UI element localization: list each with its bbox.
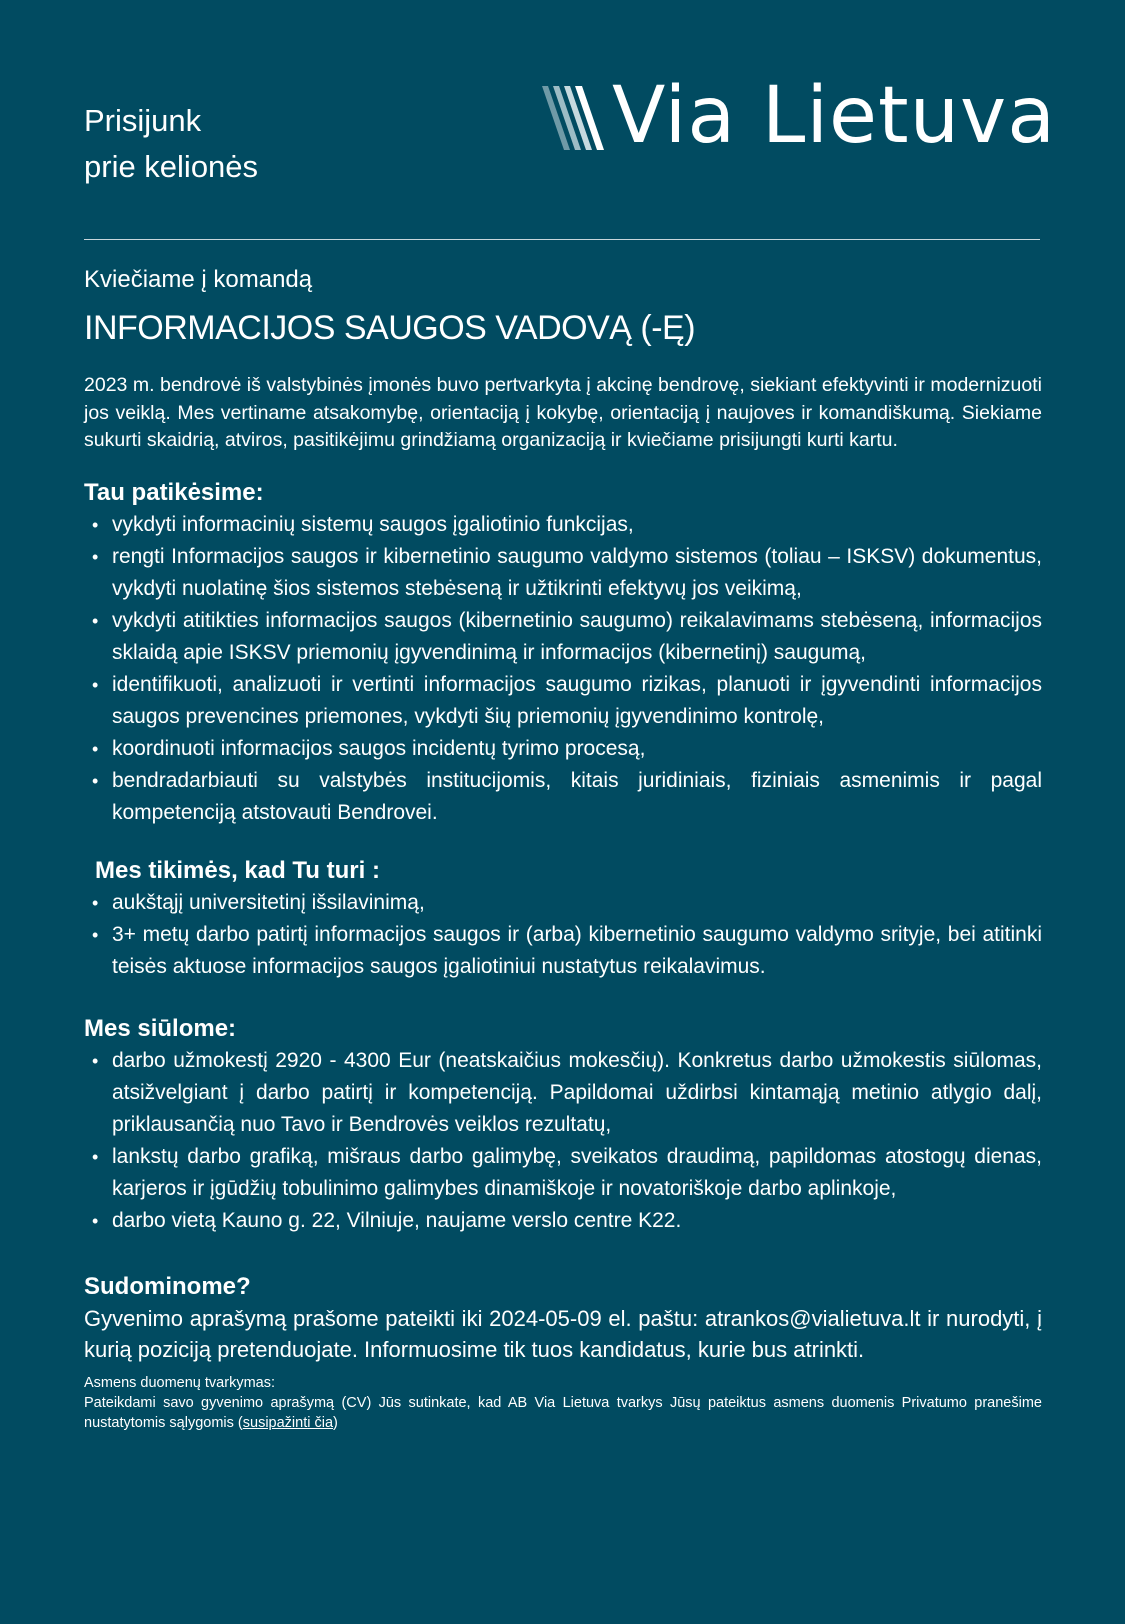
- list-item: • aukštąjį universitetinį išsilavinimą,: [84, 887, 1042, 919]
- via-lietuva-logo: [542, 71, 1056, 161]
- list-item: • bendradarbiauti su valstybės institucijomis, kitais juridiniais, fiziniais asmenimis ir pagal kompetenciją atstovauti Bendrovei.: [84, 765, 1042, 829]
- list-item: • rengti Informacijos saugos ir kibernetinio saugumo valdymo sistemos (toliau – ISKSV) dokumentus, vykdyti nuolatinę šios sistemos stebėseną ir užtikrinti efektyvų jos veikimą,: [84, 541, 1042, 605]
- bullet-icon: •: [92, 1146, 99, 1167]
- requirements-list: [84, 887, 1042, 983]
- tagline-line-1: Prisijunk: [84, 103, 202, 138]
- cta-text: Gyvenimo aprašymą prašome pateikti iki 2024-05-09 el. paštu: atrankos@vialietuva.lt ir nurodyti, į kurią poziciją pretenduojate. Informuosime tik tuos kandidatus, kurie bus atrinkti.: [84, 1305, 1042, 1362]
- tagline: [84, 98, 258, 190]
- bullet-icon: •: [92, 1050, 99, 1071]
- offer-heading: Mes siūlome:: [84, 1014, 237, 1042]
- bullet-icon: •: [92, 674, 99, 695]
- header-divider: [84, 239, 1040, 240]
- list-item: • darbo vietą Kauno g. 22, Vilniuje, naujame verslo centre K22.: [84, 1205, 1042, 1237]
- list-item: • vykdyti informacinių sistemų saugos įgaliotinio funkcijas,: [84, 509, 1042, 541]
- intro-label: Kviečiame į komandą: [84, 266, 313, 293]
- company-description: 2023 m. bendrovė iš valstybinės įmonės buvo pertvarkyta į akcinę bendrovę, siekiant efektyvinti ir modernizuoti jos veiklą. Mes vertiname atsakomybę, orientaciją į kokybę, orientaciją į naujoves ir komandiškumą. Siekiame sukurti skaidrią, atviros, pasitikėjimu grindžiamą organizaciją ir kviečiame prisijungti kurti kartu.: [84, 374, 1042, 451]
- list-item: • identifikuoti, analizuoti ir vertinti informacijos saugumo rizikas, planuoti ir įgyvendinti informacijos saugos prevencines priemones, vykdyti šių priemonių įgyvendinimo kontrolę,: [84, 669, 1042, 733]
- job-title: INFORMACIJOS SAUGOS VADOVĄ (-Ę): [84, 309, 696, 347]
- privacy-text: Pateikdami savo gyvenimo aprašymą (CV) Jūs sutinkate, kad AB Via Lietuva tvarkys Jūsų pateiktus asmens duomenis Privatumo pranešime nustatytomis sąlygomis (susipažinti čia): [84, 1394, 1042, 1431]
- cta-heading: Sudominome?: [84, 1272, 251, 1300]
- privacy-link[interactable]: susipažinti čia: [242, 1414, 334, 1431]
- offer-list: [84, 1045, 1042, 1237]
- privacy-notice: [84, 1373, 1042, 1433]
- logo-stripes-icon: [542, 78, 622, 158]
- tagline-line-2: prie kelionės: [84, 149, 259, 184]
- list-item: • koordinuoti informacijos saugos incidentų tyrimo procesą,: [84, 733, 1042, 765]
- bullet-icon: •: [92, 1210, 99, 1231]
- list-item: • lankstų darbo grafiką, mišraus darbo galimybę, sveikatos draudimą, papildomas atostogų dienas, karjeros ir įgūdžių tobulinimo galimybes dinamiškoje ir novatoriškoje darbo aplinkoje,: [84, 1141, 1042, 1205]
- main-content: [84, 262, 1042, 1433]
- responsibilities-list: [84, 509, 1042, 829]
- bullet-icon: •: [92, 924, 99, 945]
- privacy-heading: Asmens duomenų tvarkymas:: [84, 1374, 275, 1391]
- list-item: • darbo užmokestį 2920 - 4300 Eur (neatskaičius mokesčių). Konkretus darbo užmokestis siūlomas, atsižvelgiant į darbo patirtį ir kompetenciją. Papildomai uždirbsi kintamąją metinio atlygio dalį, priklausančią nuo Tavo ir Bendrovės veiklos rezultatų,: [84, 1045, 1042, 1141]
- requirements-heading: Mes tikimės, kad Tu turi :: [95, 856, 380, 884]
- bullet-icon: •: [92, 770, 99, 791]
- bullet-icon: •: [92, 610, 99, 631]
- bullet-icon: •: [92, 738, 99, 759]
- bullet-icon: •: [92, 892, 99, 913]
- logo-wordmark: Via Lietuva: [612, 71, 1056, 161]
- bullet-icon: •: [92, 514, 99, 535]
- list-item: • vykdyti atitikties informacijos saugos (kibernetinio saugumo) reikalavimams stebėseną, informacijos sklaidą apie ISKSV priemonių įgyvendinimą ir informacijos (kibernetinį) saugumą,: [84, 605, 1042, 669]
- bullet-icon: •: [92, 546, 99, 567]
- responsibilities-heading: Tau patikėsime:: [84, 478, 264, 506]
- list-item: • 3+ metų darbo patirtį informacijos saugos ir (arba) kibernetinio saugumo valdymo srityje, bei atitinki teisės aktuose informacijos saugos įgaliotiniui nustatytus reikalavimus.: [84, 919, 1042, 983]
